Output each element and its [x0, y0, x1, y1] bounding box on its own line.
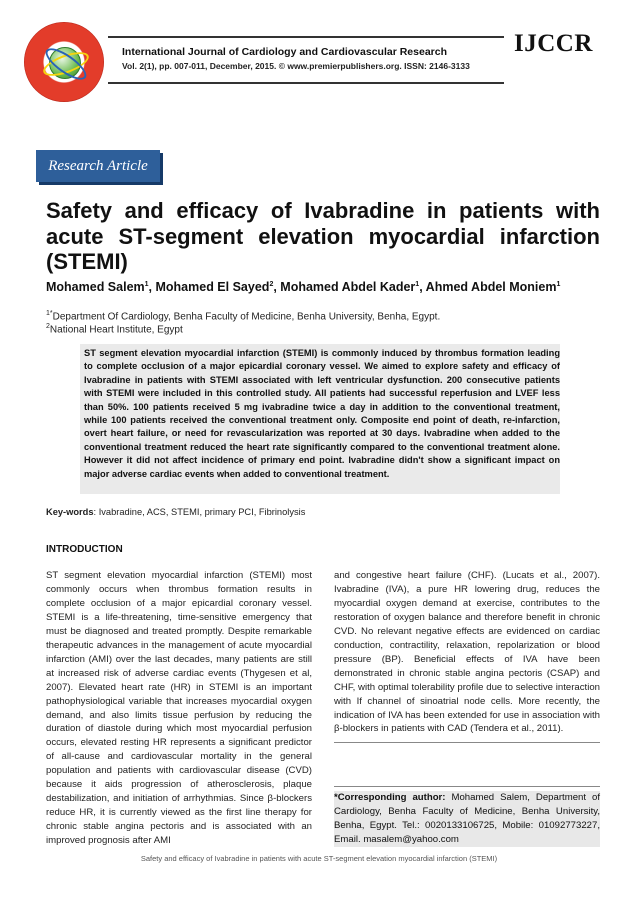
corresponding-text: Mohamed Salem, Department of Cardiology, Benha Faculty of Medicine, Benha University, Benha, Egypt. Tel.: 0020133106725, Mobile: 01092773227, Email. masalem@yahoo.com: [334, 792, 600, 845]
author-sup: 1: [144, 280, 149, 288]
author-sup: 1: [415, 280, 420, 288]
keywords-label: Key-words: [46, 507, 94, 517]
intro-left-column: ST segment elevation myocardial infarction (STEMI) most commonly occurs when thrombus formation results in complete occlusion of a major epicardial coronary vessel. STEMI is a life-threatening, time-sensitive emergency that must be diagnosed and treated promptly. Despite remarkable therapeutic advances in the management of acute myocardial infarction (AMI) over the last decades, many patients are still at increased risk of adverse cardiac events (Thygesen et al, 2007). Elevated heart rate (HR) in STEMI is an important pathophysiological variable that increases myocardial oxygen demand, and also limits tissue perfusion by reducing the duration of diastole during which most myocardial perfusion occurs, elevated resting HR represents a significant predictor of all-cause and cardiovascular mortality in the general population and patients with cardiovascular disease (CVD) because it aids progression of atherosclerosis, plaque destabilization, and initiation of arrhythmias. Since β-blockers reduce HR, it is currently viewed as the first line therapy for chronic stable angina pectoris and is associated with an improved prognosis after AMI: [46, 570, 312, 847]
publisher-logo: [24, 22, 104, 102]
author-sup: 1: [556, 280, 561, 288]
author-name: Mohamed Salem: [46, 280, 145, 294]
keywords: [46, 507, 305, 517]
journal-name: International Journal of Cardiology and Cardiovascular Research: [122, 46, 447, 58]
keywords-text: : Ivabradine, ACS, STEMI, primary PCI, Fibrinolysis: [93, 507, 306, 517]
journal-header: [108, 36, 504, 84]
author-name: Mohamed Abdel Kader: [280, 280, 416, 294]
affiliation-sup: 2: [46, 323, 50, 330]
author-name: Ahmed Abdel Moniem: [425, 280, 557, 294]
corresponding-divider: [334, 786, 600, 787]
journal-abbreviation: IJCCR: [514, 30, 593, 57]
article-type-label: Research Article: [48, 158, 148, 174]
section-heading: INTRODUCTION: [46, 544, 123, 555]
column-divider: [334, 742, 600, 743]
affiliation-2: [46, 323, 183, 335]
corresponding-author-box: [334, 791, 600, 847]
author-name: Mohamed El Sayed: [155, 280, 270, 294]
author-list: Mohamed Salem$^1$, Mohamed El Sayed$^2$, Mohamed Abdel Kader$^1$, Ahmed Abdel Moniem$^1$: [46, 280, 561, 294]
article-type-badge: [36, 150, 160, 182]
affiliation-sup: 1*: [46, 310, 53, 317]
affiliation-1: [46, 310, 440, 322]
page-footer: Safety and efficacy of Ivabradine in patients with acute ST-segment elevation myocardial infarction (STEMI): [140, 854, 498, 863]
article-title: Safety and efficacy of Ivabradine in patients with acute ST-segment elevation myocardial infarction (STEMI): [46, 198, 600, 274]
affiliation-text: Department Of Cardiology, Benha Faculty of Medicine, Benha University, Benha, Egypt.: [52, 311, 441, 323]
journal-info: Vol. 2(1), pp. 007-011, December, 2015. © www.premierpublishers.org. ISSN: 2146-3133: [122, 61, 470, 71]
author-sup: 2: [269, 280, 274, 288]
abstract-box: ST segment elevation myocardial infarction (STEMI) is commonly induced by thrombus formation leading to complete occlusion of a major epicardial coronary vessel. We aimed to explore safety and efficacy of Ivabradine in patients with STEMI associated with left ventricular dysfunction. 200 consecutive patients with STEMI were included in this controlled study. All patients had successful reperfusion and LVEF less than 50%. 100 patients received 5 mg ivabradine twice a day in addition to the conventional treatment, while 100 patients received the conventional treatment only. Composite end point of death, re-infarction, overt heart failure, or need for revascularization was reported at 30 days. Ivabradine when added to the conventional treatment reduced the heart rate significantly compared to the conventional treatment alone. However it did not affect incidence of primary end point. Ivabradine didn't show a significant impact on major adverse cardiac events when added to conventional treatment.: [80, 344, 560, 494]
intro-right-column: and congestive heart failure (CHF). (Lucats et al., 2007). Ivabradine (IVA), a pure HR lowering drug, reduces the myocardial oxygen demand at exercise, contributes to the restoration of oxygen balance and therefore benefit in chronic CVD. No relevant negative effects are evidenced on cardiac conduction, contractility, relaxation, repolarization or blood pressure (BP). Beneficial effects of IVA have been demonstrated in chronic stable angina pectoris (CSAP) and CHF, with optimal tolerability profile due to selective interaction with If channel of sinoatrial node cells. More recently, the indication of IVA has been extended for use in association with β-blockers in patients with CAD (Tendera et al., 2011).: [334, 570, 600, 735]
affiliation-text: National Heart Institute, Egypt: [49, 324, 183, 336]
corresponding-label: *Corresponding author:: [334, 792, 446, 803]
